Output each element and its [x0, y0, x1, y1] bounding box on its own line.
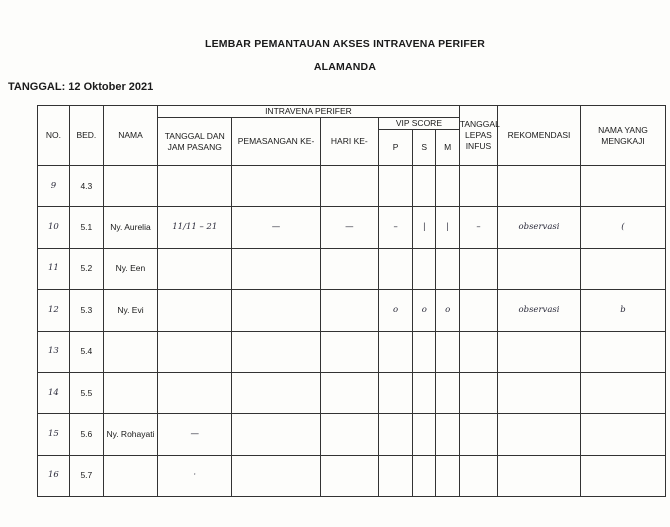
- cell-tanggal: —: [158, 414, 232, 455]
- header-tanggal-lepas: TANGGAL LEPAS INFUS: [459, 106, 497, 166]
- cell-lepas: [459, 414, 497, 455]
- name: Ny. Aurelia: [103, 207, 157, 248]
- header-vip-s: S: [413, 130, 436, 166]
- cell-pemasangan: [232, 414, 320, 455]
- cell-vip-m: [436, 166, 459, 207]
- cell-rekomendasi: observasi: [498, 207, 581, 248]
- table-row: [38, 414, 666, 455]
- cell-pengkaji: [580, 331, 665, 372]
- cell-lepas: [459, 248, 497, 289]
- cell-rekomendasi: observasi: [498, 290, 581, 331]
- cell-vip-s: [413, 248, 436, 289]
- cell-tanggal: 11/11 – 21: [158, 207, 232, 248]
- name: Ny. Evi: [103, 290, 157, 331]
- cell-vip-p: [379, 331, 413, 372]
- table-row: [38, 331, 666, 372]
- name: [103, 166, 157, 207]
- cell-hari: [320, 414, 378, 455]
- document-title: LEMBAR PEMANTAUAN AKSES INTRAVENA PERIFER: [204, 38, 486, 50]
- cell-rekomendasi: [498, 414, 581, 455]
- name: [103, 331, 157, 372]
- cell-vip-m: [436, 331, 459, 372]
- bed: 5.4: [69, 331, 103, 372]
- cell-lepas: [459, 166, 497, 207]
- cell-vip-m: [436, 414, 459, 455]
- cell-pemasangan: [232, 372, 320, 413]
- cell-vip-s: [413, 455, 436, 496]
- cell-pengkaji: b: [580, 290, 665, 331]
- cell-hari: [320, 290, 378, 331]
- cell-rekomendasi: [498, 166, 581, 207]
- cell-tanggal: ·: [158, 455, 232, 496]
- bed: 5.3: [69, 290, 103, 331]
- table-row: [38, 372, 666, 413]
- header-vip-p: P: [379, 130, 413, 166]
- cell-vip-p: o: [379, 290, 413, 331]
- cell-pengkaji: [580, 414, 665, 455]
- table-row: [38, 248, 666, 289]
- cell-vip-m: |: [436, 207, 459, 248]
- cell-tanggal: [158, 331, 232, 372]
- no: 10: [38, 207, 70, 248]
- header-pemasangan: PEMASANGAN KE-: [232, 118, 320, 166]
- name: [103, 455, 157, 496]
- no: 11: [38, 248, 70, 289]
- table-row: [38, 455, 666, 496]
- no: 12: [38, 290, 70, 331]
- bed: 5.2: [69, 248, 103, 289]
- monitoring-table: [37, 105, 666, 497]
- no: 13: [38, 331, 70, 372]
- cell-rekomendasi: [498, 455, 581, 496]
- cell-tanggal: [158, 166, 232, 207]
- header-vip-score: VIP SCORE: [379, 118, 460, 130]
- cell-tanggal: [158, 372, 232, 413]
- cell-vip-p: [379, 166, 413, 207]
- no: 14: [38, 372, 70, 413]
- cell-vip-p: [379, 414, 413, 455]
- cell-pemasangan: [232, 248, 320, 289]
- cell-hari: [320, 248, 378, 289]
- ward-name: ALAMANDA: [313, 61, 377, 73]
- cell-hari: [320, 455, 378, 496]
- header-bed: BED.: [69, 106, 103, 166]
- cell-vip-s: |: [413, 207, 436, 248]
- cell-pemasangan: —: [232, 207, 320, 248]
- cell-pengkaji: [580, 455, 665, 496]
- bed: 5.1: [69, 207, 103, 248]
- cell-pengkaji: (: [580, 207, 665, 248]
- cell-pemasangan: [232, 455, 320, 496]
- table-row: [38, 166, 666, 207]
- bed: 4.3: [69, 166, 103, 207]
- no: 16: [38, 455, 70, 496]
- no: 9: [38, 166, 70, 207]
- table-row: [38, 290, 666, 331]
- bed: 5.6: [69, 414, 103, 455]
- cell-pemasangan: [232, 331, 320, 372]
- no: 15: [38, 414, 70, 455]
- bed: 5.7: [69, 455, 103, 496]
- header-vip-m: M: [436, 130, 459, 166]
- cell-vip-s: o: [413, 290, 436, 331]
- cell-rekomendasi: [498, 372, 581, 413]
- cell-vip-s: [413, 166, 436, 207]
- cell-vip-s: [413, 414, 436, 455]
- header-tanggal-pasang: TANGGAL DAN JAM PASANG: [158, 118, 232, 166]
- header-hari: HARI KE-: [320, 118, 378, 166]
- cell-tanggal: [158, 290, 232, 331]
- cell-lepas: –: [459, 207, 497, 248]
- header-nama: NAMA: [103, 106, 157, 166]
- cell-pengkaji: [580, 166, 665, 207]
- cell-hari: —: [320, 207, 378, 248]
- cell-vip-p: [379, 455, 413, 496]
- cell-vip-m: [436, 455, 459, 496]
- header-rekomendasi: REKOMENDASI: [498, 106, 581, 166]
- cell-vip-p: –: [379, 207, 413, 248]
- table-body: [38, 166, 666, 497]
- cell-vip-p: [379, 248, 413, 289]
- cell-hari: [320, 372, 378, 413]
- header-nama-pengkaji: NAMA YANG MENGKAJI: [580, 106, 665, 166]
- header-intravena-perifer: INTRAVENA PERIFER: [158, 106, 460, 118]
- date-label: TANGGAL: 12 Oktober 2021: [8, 81, 154, 93]
- cell-hari: [320, 331, 378, 372]
- cell-vip-s: [413, 372, 436, 413]
- cell-vip-p: [379, 372, 413, 413]
- bed: 5.5: [69, 372, 103, 413]
- cell-rekomendasi: [498, 331, 581, 372]
- cell-pemasangan: [232, 166, 320, 207]
- name: [103, 372, 157, 413]
- cell-lepas: [459, 372, 497, 413]
- name: Ny. Rohayati: [103, 414, 157, 455]
- cell-pengkaji: [580, 372, 665, 413]
- cell-pemasangan: [232, 290, 320, 331]
- cell-lepas: [459, 455, 497, 496]
- table-row: [38, 207, 666, 248]
- cell-hari: [320, 166, 378, 207]
- cell-vip-m: [436, 372, 459, 413]
- cell-vip-m: o: [436, 290, 459, 331]
- cell-lepas: [459, 290, 497, 331]
- header-no: NO.: [38, 106, 70, 166]
- cell-vip-m: [436, 248, 459, 289]
- cell-rekomendasi: [498, 248, 581, 289]
- cell-pengkaji: [580, 248, 665, 289]
- name: Ny. Een: [103, 248, 157, 289]
- cell-lepas: [459, 331, 497, 372]
- cell-vip-s: [413, 331, 436, 372]
- cell-tanggal: [158, 248, 232, 289]
